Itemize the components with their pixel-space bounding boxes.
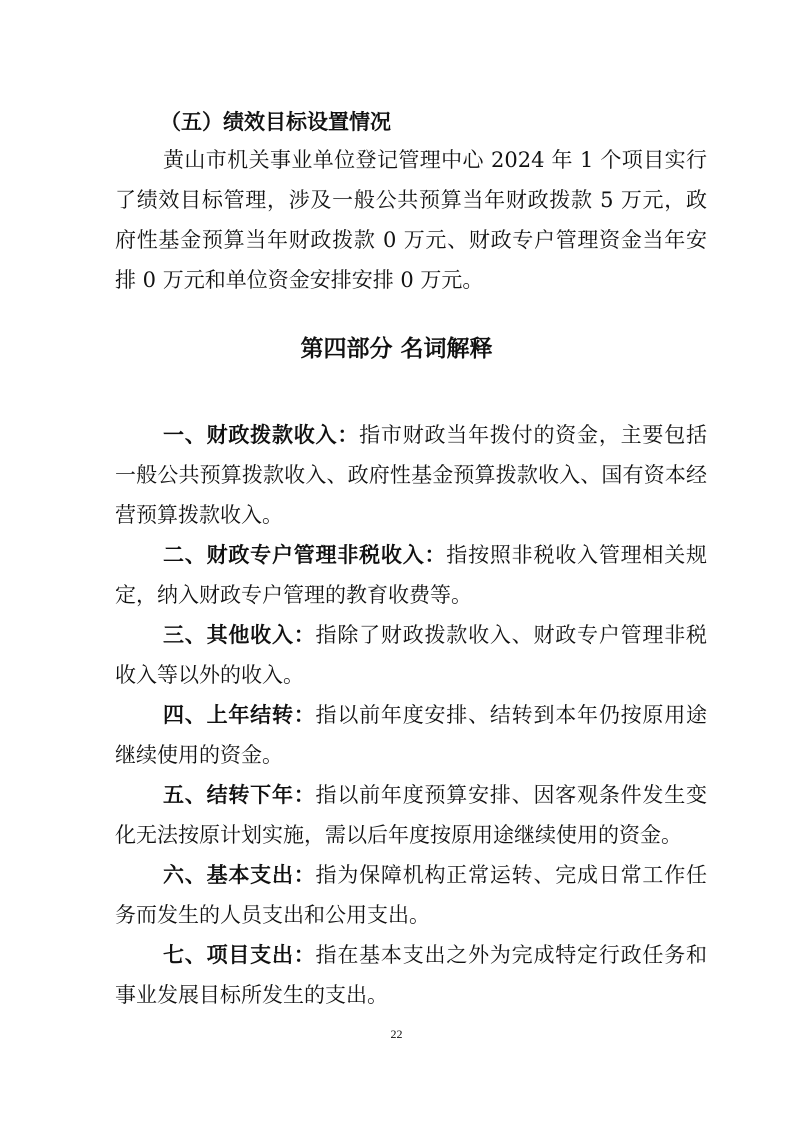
definition-1 (115, 415, 707, 535)
definition-3 (115, 615, 707, 695)
definition-4 (115, 695, 707, 775)
section-paragraph: 黄山市机关事业单位登记管理中心 2024 年 1 个项目实行了绩效目标管理，涉及一般公共预算当年财政拨款 5 万元，政府性基金预算当年财政拨款 0 万元、财政专户管理资金当年安排 0 万元和单位资金安排安排 0 万元。 (115, 148, 707, 292)
definition-text: 指市财政当年拨付的资金，主要包括一般公共预算拨款收入、政府性基金预算拨款收入、国有资本经营预算拨款收入。 (115, 423, 707, 527)
page-number: 22 (390, 1027, 403, 1041)
definition-term: 四、上年结转： (163, 703, 316, 727)
definition-term: 七、项目支出： (163, 943, 316, 967)
definition-6 (115, 855, 707, 935)
definition-5 (115, 775, 707, 855)
definition-7 (115, 935, 707, 1015)
definition-text: 指为保障机构正常运转、完成日常工作任务而发生的人员支出和公用支出。 (115, 863, 708, 927)
definition-2 (115, 535, 707, 615)
definition-text: 指以前年度安排、结转到本年仍按原用途继续使用的资金。 (115, 703, 708, 767)
definition-term: 六、基本支出： (163, 863, 316, 887)
definition-term: 五、结转下年： (163, 783, 316, 807)
definition-term: 三、其他收入： (163, 623, 316, 647)
part-title: 第四部分 名词解释 (300, 336, 493, 362)
definition-text: 指在基本支出之外为完成特定行政任务和事业发展目标所发生的支出。 (115, 943, 708, 1007)
definition-term: 二、财政专户管理非税收入： (163, 543, 447, 567)
definition-term: 一、财政拨款收入： (163, 423, 360, 447)
definition-text: 指除了财政拨款收入、财政专户管理非税收入等以外的收入。 (115, 623, 708, 687)
section-heading: （五）绩效目标设置情况 (160, 110, 391, 134)
definition-text: 指以前年度预算安排、因客观条件发生变化无法按原计划实施，需以后年度按原用途继续使用的资金。 (115, 783, 708, 847)
definition-text: 指按照非税收入管理相关规定，纳入财政专户管理的教育收费等。 (115, 543, 708, 607)
